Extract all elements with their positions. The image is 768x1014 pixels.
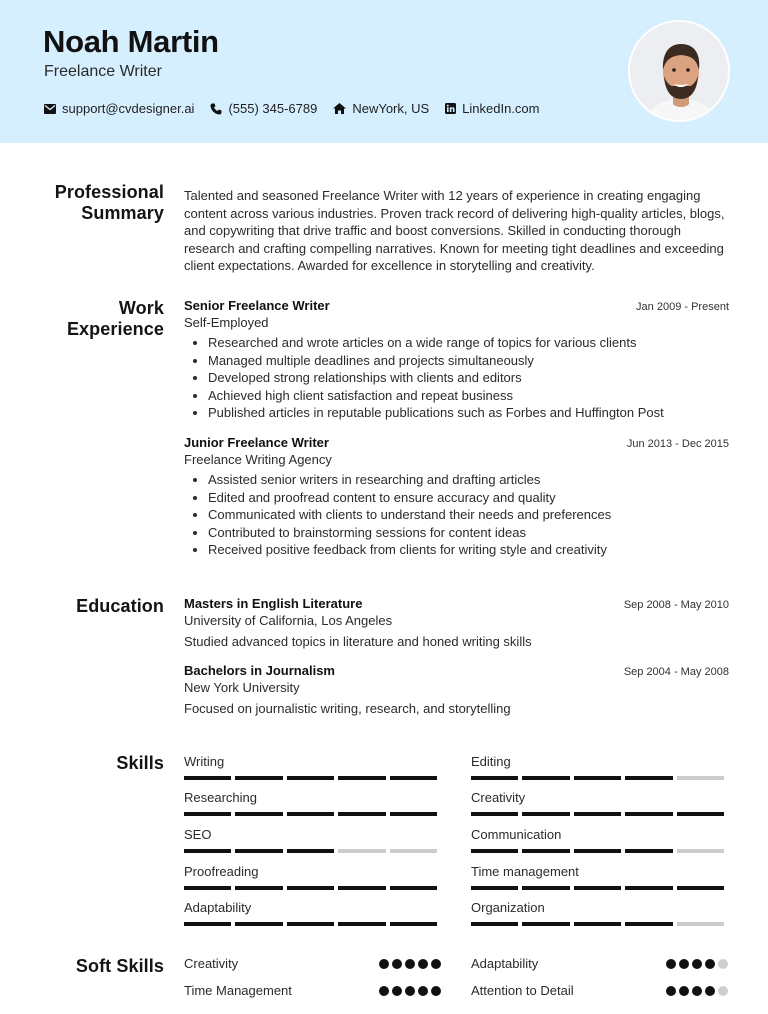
school-name: University of California, Los Angeles <box>184 613 393 628</box>
summary-heading-line1: Professional <box>54 182 164 202</box>
skill-level-segment <box>574 776 621 780</box>
rating-dot <box>418 986 428 996</box>
soft-skill-item <box>471 956 728 971</box>
skill-level-segment <box>471 922 518 926</box>
rating-dot <box>379 986 389 996</box>
education-entry <box>184 663 729 716</box>
job-company: Freelance Writing Agency <box>184 452 332 467</box>
contact-phone[interactable] <box>210 101 317 116</box>
rating-dot <box>718 959 728 969</box>
soft-skill-name: Adaptability <box>471 956 539 971</box>
candidate-title: Freelance Writer <box>44 63 162 80</box>
skill-level-segment <box>235 849 282 853</box>
contact-email[interactable] <box>44 101 194 116</box>
skill-level-bar <box>471 849 728 853</box>
contact-email-text: support@cvdesigner.ai <box>62 101 195 116</box>
skill-name: Researching <box>184 790 257 805</box>
rating-dot <box>705 959 715 969</box>
skill-name: Adaptability <box>184 900 252 915</box>
skill-level-segment <box>574 886 621 890</box>
summary-heading-line2: Summary <box>81 203 164 223</box>
skill-item <box>471 754 728 780</box>
skill-level-segment <box>184 776 231 780</box>
education-dates: Sep 2004 - May 2008 <box>623 666 729 678</box>
skill-level-segment <box>522 812 569 816</box>
skill-item <box>184 754 441 780</box>
skill-level-segment <box>522 886 569 890</box>
skill-item <box>184 790 441 816</box>
rating-dot <box>705 986 715 996</box>
job-entry <box>184 298 729 422</box>
skill-level-segment <box>338 849 385 853</box>
rating-dot <box>392 959 402 969</box>
job-bullet: • Edited and proofread content to ensure accuracy and quality <box>208 489 729 507</box>
skill-level-segment <box>184 812 231 816</box>
soft-skill-name: Time Management <box>184 983 292 998</box>
skill-name: Proofreading <box>184 864 259 879</box>
linkedin-icon <box>445 103 456 114</box>
rating-dot <box>392 986 402 996</box>
contact-linkedin-text: LinkedIn.com <box>462 101 540 116</box>
skill-level-segment <box>390 922 437 926</box>
skill-level-segment <box>522 922 569 926</box>
skill-level-segment <box>677 776 724 780</box>
rating-dot <box>405 986 415 996</box>
rating-dot <box>666 959 676 969</box>
skill-level-segment <box>574 922 621 926</box>
soft-skill-rating <box>376 986 441 996</box>
contact-linkedin[interactable] <box>445 101 539 116</box>
skill-level-segment <box>287 849 334 853</box>
job-bullet: • Published articles in reputable publications such as Forbes and Huffington Post <box>208 404 729 422</box>
education-description: Focused on journalistic writing, research, and storytelling <box>184 701 511 716</box>
contact-bar <box>44 101 556 116</box>
soft-skill-name: Attention to Detail <box>471 983 574 998</box>
skill-level-segment <box>390 849 437 853</box>
skill-name: Editing <box>471 754 511 769</box>
rating-dot <box>679 986 689 996</box>
soft-skill-item <box>471 983 728 998</box>
job-bullet: • Developed strong relationships with clients and editors <box>208 369 729 387</box>
skill-level-segment <box>471 812 518 816</box>
contact-location <box>333 101 429 116</box>
skill-level-segment <box>235 776 282 780</box>
rating-dot <box>666 986 676 996</box>
job-dates: Jan 2009 - Present <box>636 301 729 313</box>
skill-level-segment <box>677 849 724 853</box>
skill-level-segment <box>287 922 334 926</box>
education-heading: Education <box>76 596 164 616</box>
skill-level-segment <box>677 922 724 926</box>
home-icon <box>333 103 346 114</box>
rating-dot <box>718 986 728 996</box>
school-name: New York University <box>184 680 300 695</box>
skill-level-bar <box>184 776 441 780</box>
job-title: Senior Freelance Writer <box>184 298 330 313</box>
rating-dot <box>431 986 441 996</box>
education-dates: Sep 2008 - May 2010 <box>623 599 729 611</box>
profile-photo <box>628 20 730 122</box>
degree-title: Masters in English Literature <box>184 596 363 611</box>
job-bullet: • Achieved high client satisfaction and repeat business <box>208 387 729 405</box>
soft-skill-item <box>184 983 441 998</box>
skill-level-segment <box>677 886 724 890</box>
skill-level-segment <box>235 812 282 816</box>
job-company: Self-Employed <box>184 315 269 330</box>
skill-level-segment <box>287 812 334 816</box>
skill-level-segment <box>287 776 334 780</box>
job-bullet: • Received positive feedback from clients for writing style and creativity <box>208 541 729 559</box>
skill-name: Organization <box>471 900 545 915</box>
resume-header <box>0 0 768 143</box>
skill-item <box>471 900 728 926</box>
job-dates: Jun 2013 - Dec 2015 <box>626 438 729 450</box>
skill-level-segment <box>471 849 518 853</box>
skill-level-segment <box>235 922 282 926</box>
job-bullet: • Assisted senior writers in researching and drafting articles <box>208 471 729 489</box>
skill-level-segment <box>390 812 437 816</box>
experience-heading-line1: Work <box>118 298 164 318</box>
skill-level-segment <box>522 776 569 780</box>
degree-title: Bachelors in Journalism <box>184 663 335 678</box>
skill-item <box>471 827 728 853</box>
skill-name: Communication <box>471 827 562 842</box>
job-bullets <box>184 334 729 422</box>
experience-heading <box>67 298 164 340</box>
skill-level-segment <box>625 886 672 890</box>
skill-level-bar <box>471 922 728 926</box>
skill-level-segment <box>574 812 621 816</box>
skill-item <box>471 790 728 816</box>
job-bullet: • Researched and wrote articles on a wide range of topics for various clients <box>208 334 729 352</box>
skill-level-bar <box>184 886 441 890</box>
skills-heading: Skills <box>116 753 164 773</box>
skill-level-segment <box>471 886 518 890</box>
skill-level-segment <box>287 886 334 890</box>
rating-dot <box>418 959 428 969</box>
soft-skill-name: Creativity <box>184 956 239 971</box>
job-bullet: • Contributed to brainstorming sessions for content ideas <box>208 524 729 542</box>
skill-name: Time management <box>471 864 579 879</box>
skill-level-segment <box>677 812 724 816</box>
rating-dot <box>692 959 702 969</box>
rating-dot <box>679 959 689 969</box>
summary-text: Talented and seasoned Freelance Writer with 12 years of experience in creating engaging content across various industries. Proven track record of delivering high-quality articles, blogs, and copywriting that drive traffic and boost conversions. Skilled in conducting thorough research and crafting compelling narratives. Known for meeting tight deadlines and exceeding client expectations. Awarded for excellence in storytelling and creativity. <box>184 188 725 273</box>
job-bullets <box>184 471 729 559</box>
soft-skills-heading: Soft Skills <box>75 956 164 976</box>
rating-dot <box>405 959 415 969</box>
candidate-name: Noah Martin <box>43 24 219 59</box>
skill-item <box>184 827 441 853</box>
skill-level-segment <box>625 776 672 780</box>
experience-heading-line2: Experience <box>66 319 164 339</box>
skill-level-segment <box>625 922 672 926</box>
job-entry <box>184 435 729 559</box>
skill-name: Writing <box>184 754 225 769</box>
skill-level-segment <box>235 886 282 890</box>
skill-level-bar <box>184 922 441 926</box>
skill-level-bar <box>184 812 441 816</box>
skill-level-segment <box>338 812 385 816</box>
skill-level-bar <box>471 886 728 890</box>
skill-item <box>471 864 728 890</box>
skill-level-segment <box>625 812 672 816</box>
skill-level-segment <box>184 886 231 890</box>
soft-skill-rating <box>663 959 728 969</box>
skill-item <box>184 864 441 890</box>
rating-dot <box>379 959 389 969</box>
summary-heading <box>55 182 164 224</box>
skill-level-segment <box>338 886 385 890</box>
skill-level-bar <box>184 849 441 853</box>
skill-level-segment <box>184 849 231 853</box>
skill-level-bar <box>471 812 728 816</box>
skill-name: Creativity <box>471 790 526 805</box>
skill-level-segment <box>390 776 437 780</box>
skill-level-segment <box>471 776 518 780</box>
skill-level-segment <box>574 849 621 853</box>
job-title: Junior Freelance Writer <box>184 435 329 450</box>
skill-level-segment <box>338 922 385 926</box>
skill-level-segment <box>522 849 569 853</box>
skill-level-segment <box>338 776 385 780</box>
education-description: Studied advanced topics in literature and honed writing skills <box>184 634 532 649</box>
phone-icon <box>210 103 222 115</box>
skill-level-segment <box>390 886 437 890</box>
envelope-icon <box>44 104 56 114</box>
soft-skill-rating <box>663 986 728 996</box>
contact-location-text: NewYork, US <box>352 101 430 116</box>
skill-name: SEO <box>184 827 212 842</box>
skill-level-segment <box>184 922 231 926</box>
soft-skill-item <box>184 956 441 971</box>
contact-phone-text: (555) 345-6789 <box>228 101 318 116</box>
education-entry <box>184 596 729 649</box>
skill-level-bar <box>471 776 728 780</box>
rating-dot <box>431 959 441 969</box>
rating-dot <box>692 986 702 996</box>
job-bullet: • Managed multiple deadlines and projects simultaneously <box>208 352 729 370</box>
skill-level-segment <box>625 849 672 853</box>
skill-item <box>184 900 441 926</box>
job-bullet: • Communicated with clients to understand their needs and preferences <box>208 506 729 524</box>
soft-skill-rating <box>376 959 441 969</box>
